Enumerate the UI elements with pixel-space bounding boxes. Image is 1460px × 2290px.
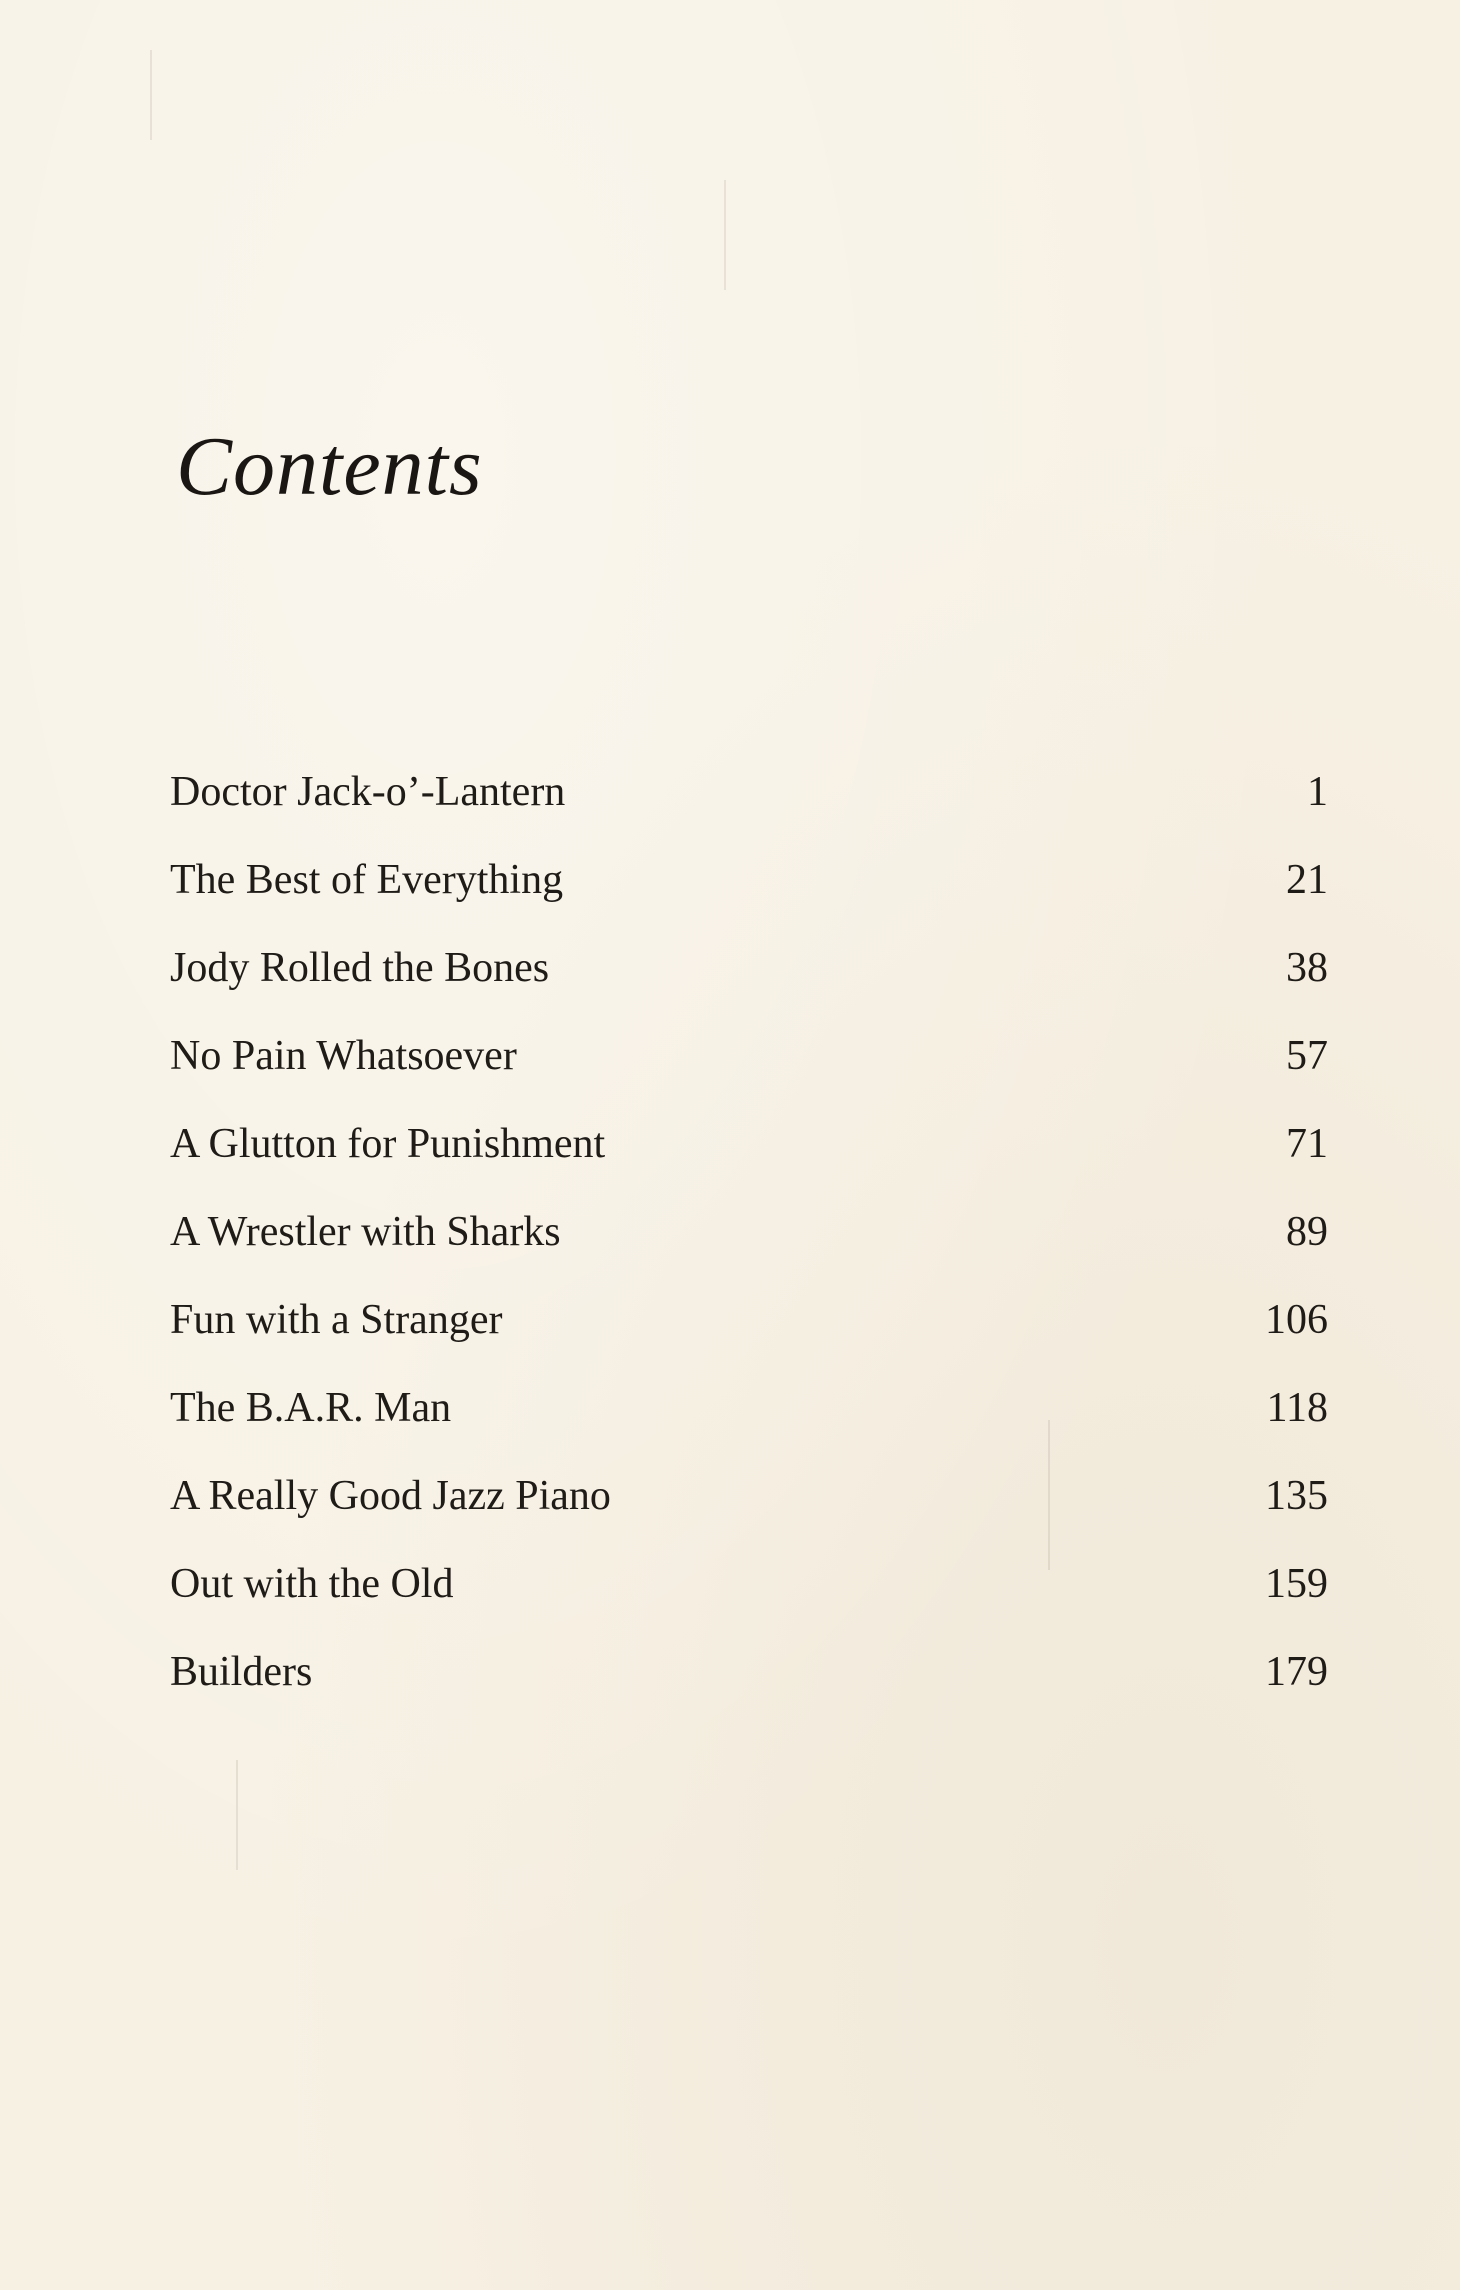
toc-entry [170, 924, 1328, 1012]
toc-entry-title: Doctor Jack-o’-Lantern [170, 769, 566, 815]
toc-entry-title: A Really Good Jazz Piano [170, 1473, 611, 1519]
toc-entry-title: No Pain Whatsoever [170, 1033, 517, 1079]
toc-entry-page: 38 [1286, 945, 1328, 991]
toc-entry [170, 836, 1328, 924]
toc-entry-page: 106 [1265, 1297, 1328, 1343]
toc-entry [170, 1452, 1328, 1540]
toc-entry-title: Builders [170, 1649, 313, 1695]
toc-entry-page: 118 [1266, 1385, 1328, 1431]
toc-entry-title: Fun with a Stranger [170, 1297, 503, 1343]
toc-entry [170, 1364, 1328, 1452]
toc-entry [170, 1540, 1328, 1628]
table-of-contents [170, 748, 1328, 1716]
paper-crease [724, 180, 726, 290]
toc-entry-page: 1 [1307, 769, 1328, 815]
toc-entry-title: Out with the Old [170, 1561, 454, 1607]
toc-entry-title: The B.A.R. Man [170, 1385, 452, 1431]
paper-crease [236, 1760, 238, 1870]
toc-entry [170, 748, 1328, 836]
toc-entry-page: 179 [1265, 1649, 1328, 1695]
toc-entry [170, 1628, 1328, 1716]
toc-entry [170, 1188, 1328, 1276]
toc-entry-title: A Glutton for Punishment [170, 1121, 606, 1167]
toc-entry-page: 135 [1265, 1473, 1328, 1519]
page-title: Contents [176, 420, 483, 513]
toc-entry-title: A Wrestler with Sharks [170, 1209, 561, 1255]
toc-entry-title: Jody Rolled the Bones [170, 945, 550, 991]
toc-entry-page: 71 [1286, 1121, 1328, 1167]
toc-entry [170, 1100, 1328, 1188]
toc-entry [170, 1276, 1328, 1364]
toc-entry-page: 21 [1286, 857, 1328, 903]
toc-entry-page: 57 [1286, 1033, 1328, 1079]
toc-entry-page: 89 [1286, 1209, 1328, 1255]
toc-entry [170, 1012, 1328, 1100]
paper-crease [150, 50, 152, 140]
toc-entry-page: 159 [1265, 1561, 1328, 1607]
toc-entry-title: The Best of Everything [170, 857, 564, 903]
